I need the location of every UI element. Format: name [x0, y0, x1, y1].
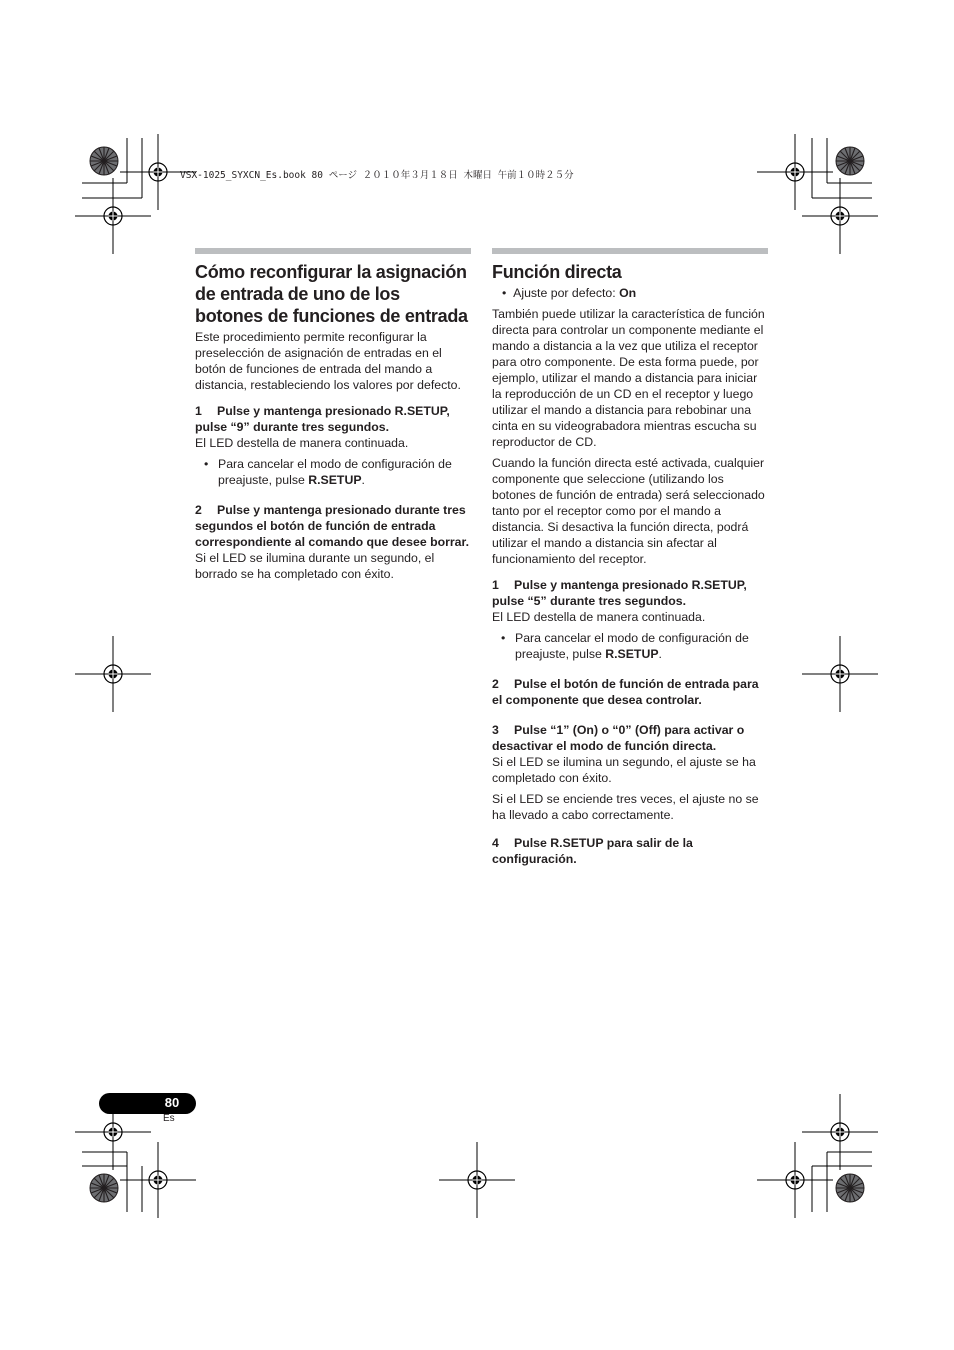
step-text: Pulse R.SETUP para salir de la configuración. [492, 836, 693, 866]
step-3-note-2: Si el LED se enciende tres veces, el ajuste no se ha llevado a cabo correctamente. [492, 792, 759, 822]
right-column [492, 248, 768, 867]
step-text: Pulse el botón de función de entrada para el componente que desea controlar. [492, 677, 759, 707]
step-number: 2 [492, 677, 499, 691]
page-number: 80 [164, 1095, 180, 1110]
step-3 [492, 722, 768, 754]
paragraph-2: Cuando la función directa esté activada, cualquier componente que seleccione (utilizando los botones de función de entrada) será seleccionado tanto por el receptor como por el mando a distancia. Si desactiva la función directa, podrá utilizar el mando a distancia sin afectar al funcionamiento del receptor. [492, 456, 765, 566]
registration-mark [75, 178, 151, 254]
starburst-target [90, 1174, 118, 1202]
step-number: 1 [195, 404, 202, 418]
section-rule [195, 248, 471, 254]
section-title: Función directa [492, 262, 622, 282]
section-rule [492, 248, 768, 254]
step-text: Pulse y mantenga presionado durante tres segundos el botón de función de entrada correspondiente al comando que desee borrar. [195, 503, 470, 549]
default-setting [492, 285, 768, 301]
starburst-target [836, 147, 864, 175]
bullet-item [195, 456, 471, 488]
bullet-text: Para cancelar el modo de configuración de preajuste, pulse [515, 631, 749, 661]
section-title: Cómo reconfigurar la asignación de entrada de uno de los botones de funciones de entrada [195, 262, 468, 326]
default-label: Ajuste por defecto: [513, 286, 620, 300]
registration-mark [802, 636, 878, 712]
bullet-item [492, 630, 768, 662]
starburst-target [836, 1174, 864, 1202]
bullet-dot: • [502, 286, 514, 300]
registration-mark [75, 636, 151, 712]
paragraph-1: También puede utilizar la característica de función directa para controlar un componente mediante el mando a distancia a la vez que utiliza el receptor para otro componente. De esta forma puede, por ejemplo, utilizar el mando a distancia para iniciar la reproducción de un CD en el receptor y luego utilizar el mando a distancia para rebobinar una cinta en su videograbadora mientras escucha su reproductor de CD. [492, 307, 765, 449]
bullet-end: . [361, 473, 365, 487]
registration-mark [120, 134, 196, 210]
bullet-end: . [658, 647, 662, 661]
step-1 [492, 577, 768, 609]
registration-mark [802, 1094, 878, 1170]
step-1-note: El LED destella de manera continuada. [492, 610, 706, 624]
step-number: 4 [492, 836, 499, 850]
step-2-note: Si el LED se ilumina durante un segundo, el borrado se ha completado con éxito. [195, 551, 435, 581]
bullet-text: Para cancelar el modo de configuración de preajuste, pulse [218, 457, 452, 487]
bullet-dot: • [204, 457, 209, 471]
step-text: Pulse y mantenga presionado R.SETUP, pulse “5” durante tres segundos. [492, 578, 747, 608]
step-text: Pulse “1” (On) o “0” (Off) para activar o desactivar el modo de función directa. [492, 723, 745, 753]
step-2 [195, 502, 471, 550]
registration-mark [439, 1142, 515, 1218]
bullet-dot: • [501, 631, 506, 645]
step-3-note-1: Si el LED se ilumina un segundo, el ajuste se ha completado con éxito. [492, 755, 756, 785]
page-language: Es [163, 1113, 175, 1124]
step-number: 3 [492, 723, 499, 737]
step-text: Pulse y mantenga presionado R.SETUP, pulse “9” durante tres segundos. [195, 404, 450, 434]
registration-mark [757, 134, 833, 210]
step-2 [492, 676, 768, 708]
starburst-target [90, 147, 118, 175]
default-value: On [619, 286, 637, 300]
registration-mark [120, 1142, 196, 1218]
print-header: VSX-1025_SYXCN_Es.book 80 ページ ２０１０年３月１８日 木曜日 午前１０時２５分 [180, 170, 574, 181]
step-1 [195, 403, 471, 435]
registration-mark [757, 1142, 833, 1218]
intro-paragraph: Este procedimiento permite reconfigurar la preselección de asignación de entradas en el botón de funciones de entrada del mando a distancia, restableciendo los valores por defecto. [195, 330, 461, 392]
step-number: 2 [195, 503, 202, 517]
bullet-bold: R.SETUP [605, 647, 659, 661]
registration-mark [802, 178, 878, 254]
left-column [195, 248, 471, 587]
bullet-bold: R.SETUP [308, 473, 362, 487]
step-number: 1 [492, 578, 499, 592]
step-1-note: El LED destella de manera continuada. [195, 436, 409, 450]
step-4 [492, 835, 768, 867]
